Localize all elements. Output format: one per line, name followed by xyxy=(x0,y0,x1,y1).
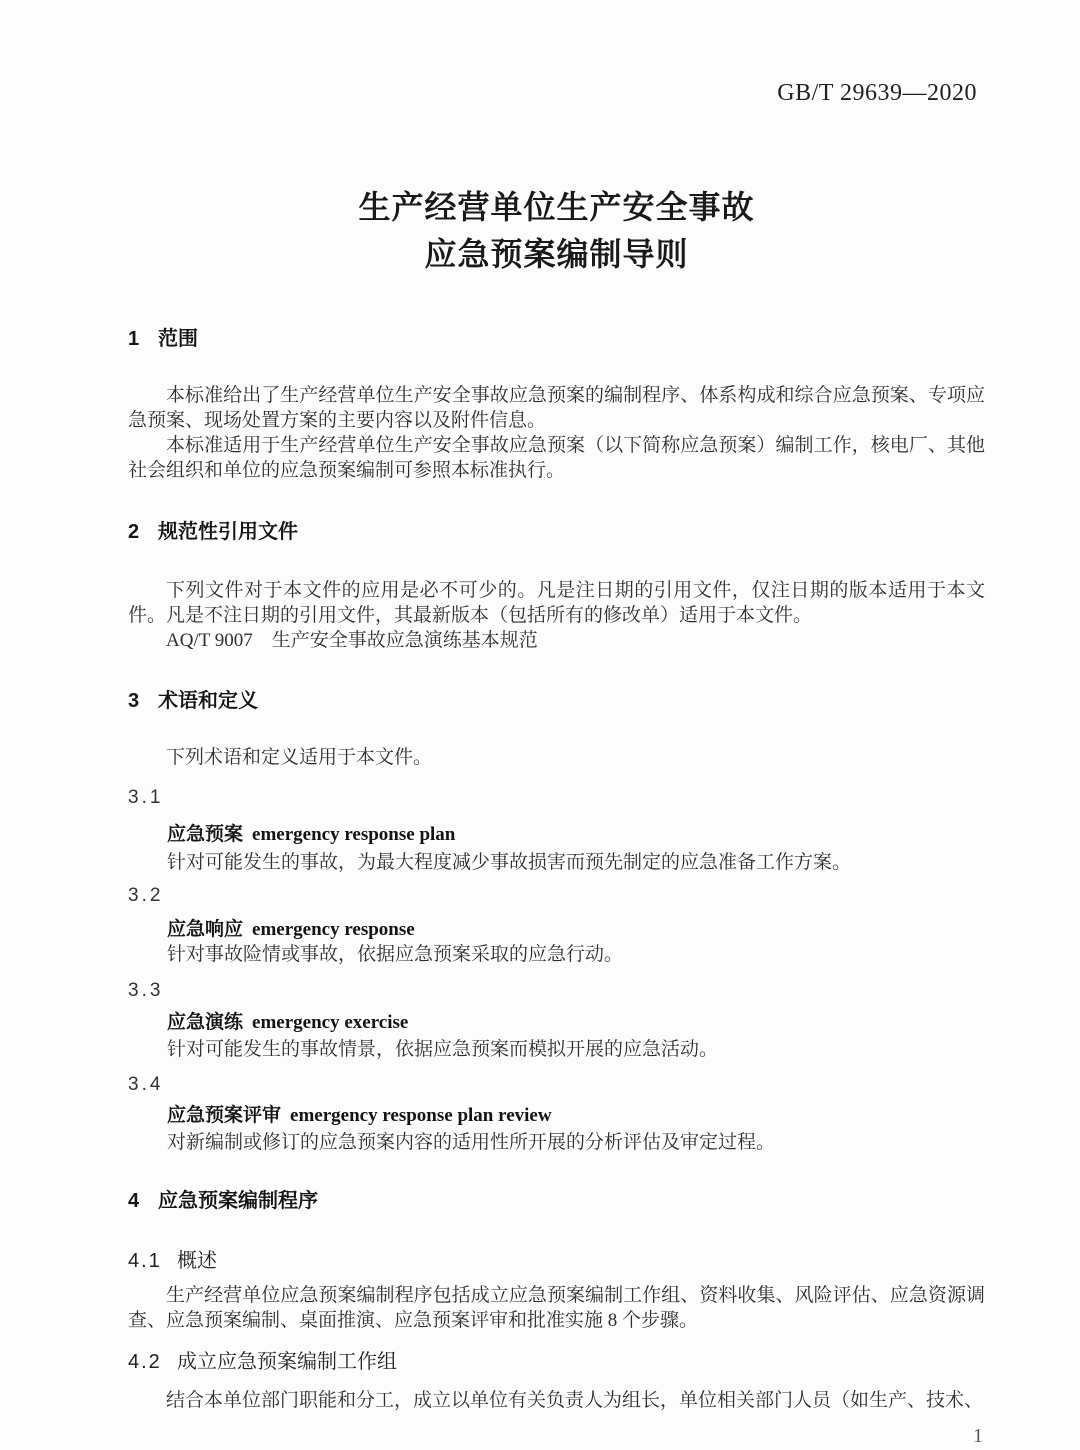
section-2-paragraph-1: 下列文件对于本文件的应用是必不可少的。凡是注日期的引用文件，仅注日期的版本适用于本文件。凡是不注日期的引用文件，其最新版本（包括所有的修改单）适用于本文件。 xyxy=(128,580,985,626)
term-3-1-chinese: 应急预案 xyxy=(167,824,244,845)
term-3-1-number: 3.1 xyxy=(128,787,164,808)
term-3-1-heading xyxy=(167,822,985,847)
section-3-intro xyxy=(128,745,985,770)
term-3-2-chinese: 应急响应 xyxy=(167,919,244,940)
term-3-3-english: emergency exercise xyxy=(252,1012,409,1033)
section-2-number: 2 xyxy=(128,521,140,543)
term-3-3-heading xyxy=(167,1010,985,1035)
clause-4-2-number: 4.2 xyxy=(128,1351,162,1373)
section-3-intro-paragraph: 下列术语和定义适用于本文件。 xyxy=(166,747,433,768)
section-4-number: 4 xyxy=(128,1190,140,1212)
standard-number: GB/T 29639—2020 xyxy=(777,80,977,106)
section-2-title: 规范性引用文件 xyxy=(158,521,298,543)
clause-4-1-title: 概述 xyxy=(177,1250,217,1272)
clause-4-2-heading xyxy=(128,1349,985,1375)
clause-4-1-number: 4.1 xyxy=(128,1250,162,1272)
term-3-1-definition: 针对可能发生的事故，为最大程度减少事故损害而预先制定的应急准备工作方案。 xyxy=(167,852,852,873)
page-number: 1 xyxy=(973,1425,983,1447)
clause-4-2-paragraph: 结合本单位部门职能和分工，成立以单位有关负责人为组长，单位相关部门人员（如生产、技术、 xyxy=(166,1390,984,1411)
section-2-heading xyxy=(128,519,985,545)
section-1-body xyxy=(128,383,985,483)
document-title-line1: 生产经营单位生产安全事故 xyxy=(358,189,755,225)
term-3-4-number: 3.4 xyxy=(128,1074,164,1095)
section-4-heading xyxy=(128,1188,985,1214)
term-3-2-number: 3.2 xyxy=(128,885,164,906)
term-3-1-english: emergency response plan xyxy=(252,824,456,845)
document-title xyxy=(128,184,985,278)
term-3-4-definition: 对新编制或修订的应急预案内容的适用性所开展的分析评估及审定过程。 xyxy=(167,1132,776,1153)
section-2-body xyxy=(128,578,985,653)
term-3-4-chinese: 应急预案评审 xyxy=(167,1105,282,1126)
clause-4-2-title: 成立应急预案编制工作组 xyxy=(177,1351,397,1373)
section-3-heading xyxy=(128,688,985,714)
term-3-2-definition: 针对事故险情或事故，依据应急预案采取的应急行动。 xyxy=(167,944,624,965)
clause-4-1-paragraph: 生产经营单位应急预案编制程序包括成立应急预案编制工作组、资料收集、风险评估、应急资源调查、应急预案编制、桌面推演、应急预案评审和批准实施 8 个步骤。 xyxy=(128,1285,985,1331)
section-1-heading xyxy=(128,326,985,352)
section-1-paragraph-1: 本标准给出了生产经营单位生产安全事故应急预案的编制程序、体系构成和综合应急预案、专项应急预案、现场处置方案的主要内容以及附件信息。 xyxy=(128,385,985,431)
term-3-2-heading xyxy=(167,917,985,942)
section-2-reference: AQ/T 9007 生产安全事故应急演练基本规范 xyxy=(166,630,538,651)
document-title-line2: 应急预案编制导则 xyxy=(424,236,689,272)
clause-4-1-body xyxy=(128,1283,985,1333)
section-4-title: 应急预案编制程序 xyxy=(158,1190,318,1212)
section-3-number: 3 xyxy=(128,690,140,712)
term-3-4-heading xyxy=(167,1103,985,1128)
term-3-3-definition: 针对可能发生的事故情景，依据应急预案而模拟开展的应急活动。 xyxy=(167,1039,719,1060)
term-3-4-english: emergency response plan review xyxy=(290,1105,552,1126)
clause-4-1-heading xyxy=(128,1248,985,1274)
section-1-title: 范围 xyxy=(158,328,198,350)
clause-4-2-body xyxy=(128,1388,985,1413)
section-1-paragraph-2: 本标准适用于生产经营单位生产安全事故应急预案（以下简称应急预案）编制工作，核电厂、其他社会组织和单位的应急预案编制可参照本标准执行。 xyxy=(128,435,985,481)
section-1-number: 1 xyxy=(128,328,140,350)
section-3-title: 术语和定义 xyxy=(158,690,258,712)
term-3-2-english: emergency response xyxy=(252,919,415,940)
term-3-3-chinese: 应急演练 xyxy=(167,1012,244,1033)
term-3-3-number: 3.3 xyxy=(128,980,164,1001)
